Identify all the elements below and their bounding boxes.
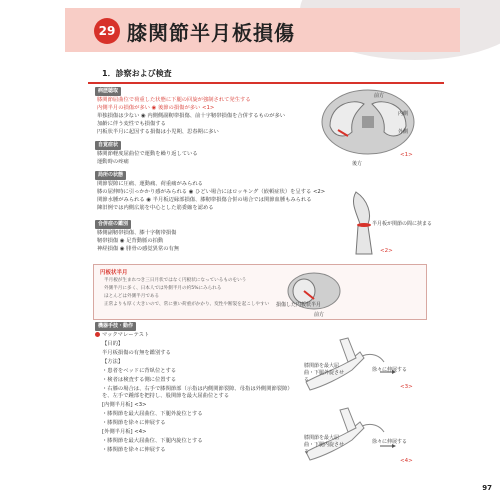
fig4-caption-a: 膝関節を最大屈曲・下腿内旋させる: [304, 435, 345, 455]
tag-local: 局所の状態: [95, 171, 126, 180]
history-line: 膝関節屈曲位で荷重した状態に下腿の回旋が強制されて発生する: [97, 97, 251, 103]
test-heading: [95, 332, 149, 339]
test-line: ・右膝の場合は、右手で膝関節部（示指は内側関節裂隙、母指は外側関節裂隙）を、左手で踵部を把持し、股関節を最大屈曲位とする: [102, 386, 293, 399]
box-line: 正常よりも厚く大きいので、常に強い荷重がかかり、変性や断裂を起こしやすい: [104, 302, 270, 307]
fig4-caption-b: 徐々に伸展する: [372, 439, 408, 445]
subjective-line: 膝関節軽度屈曲位で運動を繰り返している: [97, 151, 198, 157]
test-line: 【方法】: [102, 359, 124, 365]
history-line: 内側半月の損傷が多い ◉ 後節の損傷が多い <1>: [97, 105, 215, 111]
chapter-number-badge: 29: [94, 18, 120, 44]
fig1-label: 外側: [398, 129, 409, 135]
box-line: 外側半月に多く、日本人では外側半月の約5%にみられる: [104, 286, 222, 291]
test-line: 【目的】: [102, 341, 124, 347]
test-line: ・患者をベッドに背臥位とする: [102, 368, 177, 374]
figure-number: <3>: [400, 384, 413, 390]
complication-line: 靭帯損傷 ◉ 足背動脈の拍動: [97, 238, 164, 244]
section-heading: 1．診察および検査: [88, 68, 444, 84]
fig1-bottom-label: 後方: [352, 161, 363, 167]
chapter-title: 膝関節半月板損傷: [127, 21, 295, 45]
bullet-icon: [95, 332, 100, 337]
test-line: ・膝関節を最大屈曲位、下腿外旋位とする: [102, 411, 203, 417]
tag-subjective: 自覚症状: [95, 141, 121, 150]
fig3-caption-b: 徐々に伸展する: [372, 367, 408, 373]
test-line: ・検者は検査する側に位置する: [102, 377, 177, 383]
test-line: [内側半月板] <3>: [102, 402, 147, 408]
box-fig-caption: 損傷した円板状半月: [276, 302, 322, 308]
fig2-caption: 半月板が関節の間に挟まる: [372, 221, 433, 227]
fig1-label: 内側: [398, 111, 409, 117]
local-line: 関節裂隙に圧痛、運動痛、荷重痛がみられる: [97, 181, 203, 187]
box-title: 円板状半月: [100, 270, 128, 276]
tag-complications: 合併症の鑑別: [95, 220, 131, 229]
local-line: 膝の屈伸時に引っかかり感がみられる ◉ ひどい場合にはロッキング（嵌頓症状）を呈する <2>: [97, 189, 326, 195]
figure-number: <2>: [380, 248, 393, 254]
box-line: 半月板が生まれつき三日月状ではなく円板状になっているものをいう: [104, 278, 247, 283]
fig1-label: 前方: [374, 93, 385, 99]
history-line: 単独損傷は少ない ◉ 内側側副靭帯損傷、前十字靭帯損傷を合併するものが多い: [97, 113, 286, 119]
tag-history: 病歴聴取: [95, 87, 121, 96]
history-line: 円板状半月に起因する損傷は小児期、思春期に多い: [97, 129, 219, 135]
box-line: ほとんどは外側半月である: [104, 294, 160, 299]
tag-tests: 機器手技・動作: [95, 322, 136, 331]
meniscus-diagram: [318, 86, 428, 162]
test-line: ・膝関節を最大屈曲位、下腿内旋位とする: [102, 438, 203, 444]
fig3-caption-a: 膝関節を最大屈曲・下腿外旋させる: [304, 363, 345, 383]
test-line: ・膝関節を徐々に伸展する: [102, 420, 166, 426]
figure-number: <1>: [400, 152, 413, 158]
complication-line: 膝側副靭帯損傷、膝十字靭帯損傷: [97, 230, 177, 236]
local-line: 関節水腫がみられる ◉ 半月板辺縁部損傷、膝靭帯損傷合併の場合では関節血腫もみられる: [97, 197, 312, 203]
page-number: 97: [482, 484, 492, 492]
figure-number: <4>: [400, 458, 413, 464]
local-line: 陳旧例では内側広筋を中心とした筋委縮を認める: [97, 205, 214, 211]
discoid-meniscus-box: [93, 264, 427, 320]
history-line: 加齢に伴う変性でも損傷する: [97, 121, 166, 127]
test-line: [外側半月板] <4>: [102, 429, 147, 435]
box-fig-sub: 前方: [314, 312, 325, 318]
subjective-line: 運動時の疼痛: [97, 159, 129, 165]
test-line: ・膝関節を徐々に伸展する: [102, 447, 166, 453]
test-line: 半月板損傷の有無を鑑別する: [102, 350, 171, 356]
test-heading-text: マックマレーテスト: [102, 332, 150, 338]
complication-line: 神経損傷 ◉ 腓骨の感覚異常の有無: [97, 246, 180, 252]
